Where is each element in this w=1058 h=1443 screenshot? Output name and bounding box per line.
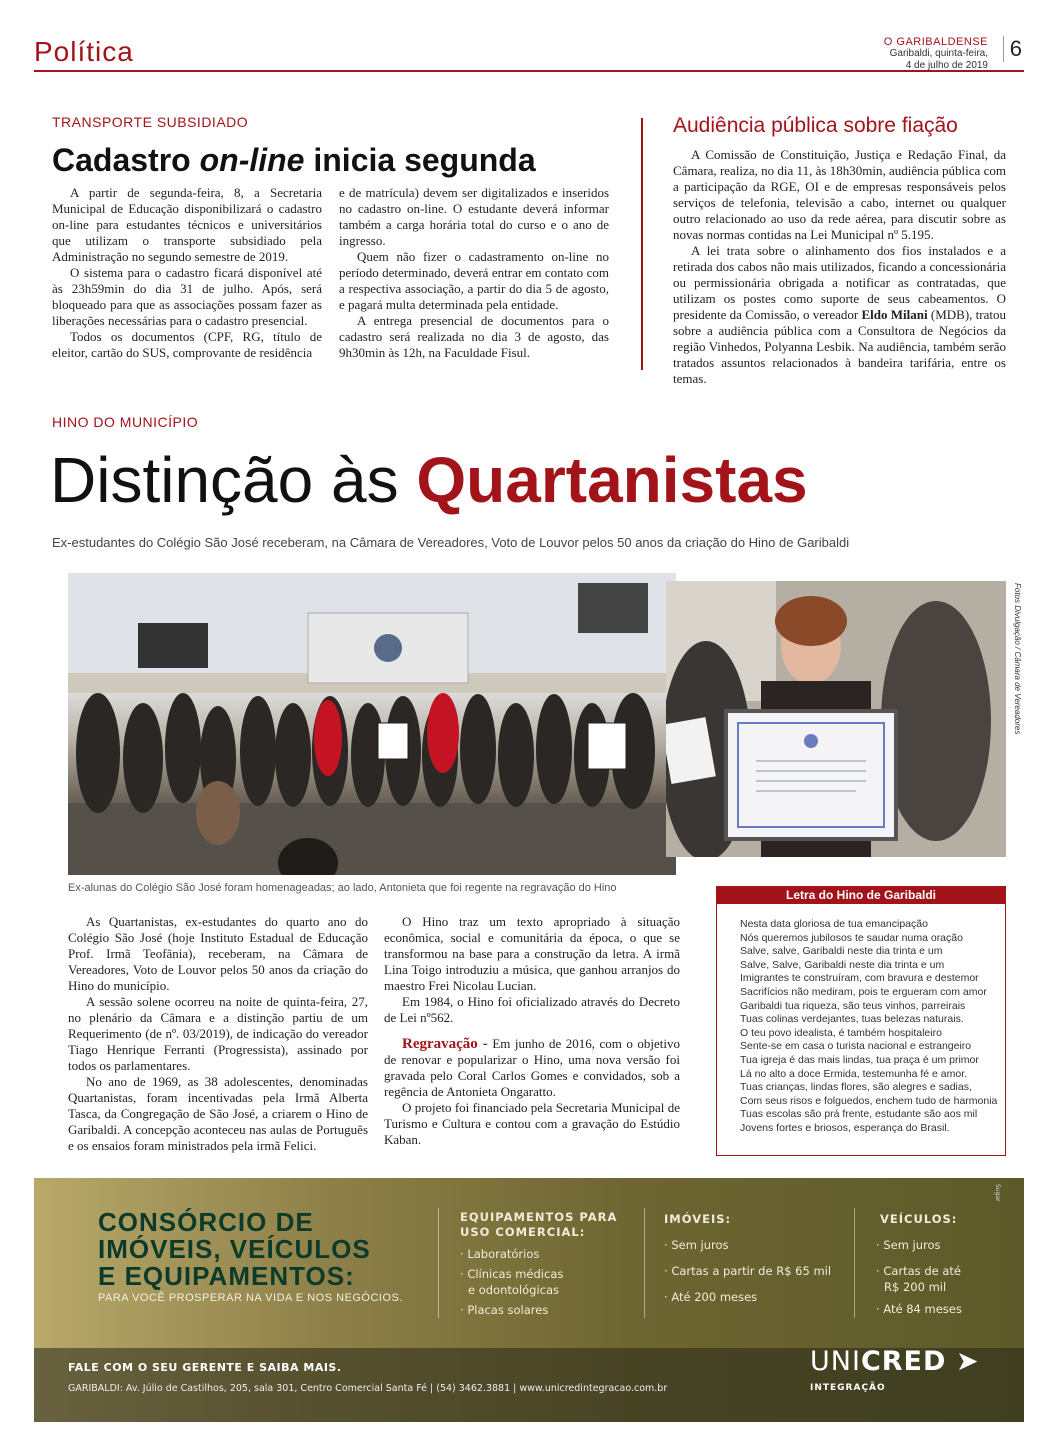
- ad-item-cont: R$ 200 mil: [884, 1280, 947, 1294]
- ad-agency-tag: Sugar: [994, 1184, 1001, 1202]
- headline-italic: on-line: [199, 142, 305, 178]
- ad-property-column: [664, 1212, 831, 1305]
- hymn-line: Tuas colinas verdejantes, tuas belezas naturais.: [740, 1013, 964, 1026]
- article2-body: [673, 147, 1006, 387]
- hymn-line: Tuas escolas são prá frente, estudante são aos mil: [740, 1108, 978, 1121]
- paragraph: No ano de 1969, as 38 adolescentes, denominadas Quartanistas, foram incentivadas pela Irmã Alberta Tasca, da Congregação de São José, a criarem o Hino de Garibaldi. A concepção aconteceu nas aulas de Português e os ensaios foram ministrados pela irmã Felici.: [68, 1074, 368, 1153]
- article1-headline: [52, 142, 536, 179]
- logo-subtitle: INTEGRAÇÃO: [810, 1383, 886, 1393]
- ad-contact-line: FALE COM O SEU GERENTE E SAIBA MAIS.: [68, 1361, 342, 1374]
- ad-headline: [98, 1209, 371, 1290]
- hymn-line: Salve, salve, Garibaldi neste dia trinta e um: [740, 945, 943, 958]
- hymn-line: Com seus risos e folguedos, enchem tudo de harmonia: [740, 1094, 998, 1107]
- section-title: Política: [34, 36, 134, 67]
- ad-divider: [438, 1208, 439, 1318]
- ad-divider: [854, 1208, 855, 1318]
- photo-caption: Ex-alunas do Colégio São José foram homenageadas; ao lado, Antonieta que foi regente na regravação do Hino: [68, 882, 617, 894]
- ad-headline-line: E EQUIPAMENTOS:: [98, 1261, 355, 1291]
- group-photo-illustration: [68, 573, 676, 875]
- date-line-2: 4 de julho de 2019: [905, 60, 988, 71]
- masthead: [884, 36, 988, 72]
- ad-address[interactable]: GARIBALDI: Av. Júlio de Castilhos, 205, sala 301, Centro Comercial Santa Fé | (54) 3462.3881 | www.unicredintegracao.com.br: [68, 1383, 668, 1394]
- unicred-ad[interactable]: [34, 1178, 1024, 1422]
- unicred-logo: [810, 1346, 980, 1377]
- ad-column-heading: IMÓVEIS:: [664, 1212, 732, 1226]
- title-highlight: Quartanistas: [416, 444, 808, 516]
- article1-col1: [52, 185, 322, 361]
- hymn-lyrics: [740, 918, 1006, 1136]
- ad-item: · Sem juros: [876, 1237, 962, 1253]
- paragraph: O Hino traz um texto apropriado à situação econômica, social e comunitária da época, o que se transformou na base para a construção da letra. A irmã Lina Toigo introduziu a música, que ganhou arranjos do maestro Frei Nicolau Lucian.: [384, 914, 680, 993]
- paragraph: [673, 243, 1006, 387]
- paragraph: A Comissão de Constituição, Justiça e Redação Final, da Câmara, realiza, no dia 11, às 18h30min, audiência pública com a participação da RGE, OI e de empresas responsáveis pelos serviços de telefonia, televisão a cabo, internet ou qualquer outro relacionado ao uso da rede aérea, para discutir sobre as novas normas contidas na Lei Municipal nº 5.195.: [673, 147, 1006, 242]
- article3-kicker: HINO DO MUNICÍPIO: [52, 414, 199, 430]
- hymn-line: Sente-se em casa o turista nacional e estrangeiro: [740, 1040, 972, 1053]
- paragraph: As Quartanistas, ex-estudantes do quarto ano do Colégio São José (hoje Instituto Estadual de Educação Prof. Irmã Teofânia), receberam, na Câmara de Vereadores, Voto de Louvor pelos 50 anos da criação do Hino do município.: [68, 914, 368, 993]
- article1-col2: [339, 185, 609, 361]
- ad-subheadline: PARA VOCÊ PROSPERAR NA VIDA E NOS NEGÓCIOS.: [98, 1292, 403, 1304]
- ad-item: · Até 84 meses: [876, 1301, 962, 1317]
- hymn-line: Salve, Salve, Garibaldi neste dia trinta e um: [740, 958, 945, 971]
- photo-credit: Fotos Divulgação / Câmara de Vereadores: [1013, 583, 1022, 735]
- group-photo: [68, 573, 676, 875]
- text: (MDB), tratou sobre a audiência pública com a Consultora de Negócios da região Vinhedos, Polyanna Lesbik. Na audiência, também serão tratados assuntos relacionados à bandeira tarifária, entre os temas.: [673, 307, 1006, 386]
- ad-column-heading: VEÍCULOS:: [880, 1212, 958, 1226]
- ad-item: · Até 200 meses: [664, 1289, 831, 1305]
- regent-photo-illustration: [666, 581, 1006, 857]
- ad-headline-line: IMÓVEIS, VEÍCULOS: [98, 1234, 371, 1264]
- paragraph: Em 1984, o Hino foi oficializado através do Decreto de Lei nº562.: [384, 994, 680, 1025]
- hymn-line: Garibaldi tua riqueza, são teus vinhos, parreirais: [740, 999, 966, 1012]
- ad-item: · Cartas de até: [876, 1263, 962, 1279]
- title-part: Distinção às: [50, 444, 417, 516]
- paragraph-cont: e de matrícula) devem ser digitalizados e inseridos no cadastro on-line. O estudante deverá informar também a carga horária total do curso e o ano de ingresso.: [339, 185, 609, 248]
- ad-headline-line: CONSÓRCIO DE: [98, 1207, 314, 1237]
- column-rule: [641, 118, 643, 370]
- hymn-title: Letra do Hino de Garibaldi: [716, 886, 1006, 904]
- logo-mark-icon: ➤: [956, 1346, 980, 1377]
- date-line-1: Garibaldi, quinta-feira,: [889, 48, 988, 59]
- paragraph: A partir de segunda-feira, 8, a Secretaria Municipal de Educação disponibilizará o cadastro on-line para estudantes técnicos e universitários que utilizam o transporte subsidiado pela Administração no segundo semestre de 2019.: [52, 185, 322, 264]
- ad-divider: [644, 1208, 645, 1318]
- article3-title: [50, 440, 808, 520]
- hymn-line: Nós queremos jubilosos te saudar numa oração: [740, 931, 963, 944]
- logo-text: UNI: [810, 1346, 861, 1377]
- regent-photo: [666, 581, 1006, 857]
- ad-item: · Cartas a partir de R$ 65 mil: [664, 1263, 831, 1279]
- ad-item: · Clínicas médicas: [460, 1266, 617, 1282]
- paragraph: O projeto foi financiado pela Secretaria Municipal de Turismo e Cultura e contou com a gravação do Estúdio Kaban.: [384, 1100, 680, 1147]
- ad-item: · Sem juros: [664, 1237, 831, 1253]
- logo-text-bold: CRED: [860, 1346, 947, 1377]
- hymn-line: Tuas crianças, lindas flores, são alegres e sadias,: [740, 1081, 972, 1094]
- hymn-line: Lá no alto a doce Ermida, testemunha fé e amor.: [740, 1067, 968, 1080]
- hymn-line: Sacrifícios não mediram, pois te ergueram com amor: [740, 985, 987, 998]
- page-number: 6: [1003, 36, 1022, 62]
- hymn-line: Tua igreja é das mais lindas, tua praça é um primor: [740, 1053, 979, 1066]
- hymn-line: Imigrantes te construíram, com bravura e destemor: [740, 972, 979, 985]
- paragraph: A entrega presencial de documentos para o cadastro será realizada no dia 3 de agosto, das 9h30min às 12h, na Faculdade Fisul.: [339, 313, 609, 360]
- ad-item-cont: e odontológicas: [468, 1283, 560, 1297]
- ad-column-heading: EQUIPAMENTOS PARA: [460, 1210, 618, 1224]
- paper-name: O GARIBALDENSE: [883, 36, 988, 48]
- headline-part: Cadastro: [52, 142, 200, 178]
- headline-part: inicia segunda: [304, 142, 536, 178]
- article1-kicker: TRANSPORTE SUBSIDIADO: [52, 114, 249, 130]
- hymn-line: O teu povo idealista, é também hospitaleiro: [740, 1026, 942, 1039]
- paragraph: O sistema para o cadastro ficará disponível até às 23h59min do dia 31 de julho. Após, será bloqueado para que as associações possam fazer as liberações necessárias para o cadastro presencial.: [52, 265, 322, 328]
- article3-col1: [68, 914, 368, 1154]
- article3-col2: [384, 914, 680, 1148]
- hymn-line: Jovens fortes e briosos, esperança do Brasil.: [740, 1121, 950, 1134]
- regravacao-label: Regravação -: [402, 1036, 488, 1052]
- hymn-line: Nesta data gloriosa de tua emancipação: [740, 918, 928, 930]
- ad-vehicle-column: [876, 1212, 962, 1317]
- paragraph: Quem não fizer o cadastramento on-line no período determinado, deverá entrar em contato com a respectiva associação, a partir do dia 5 de agosto, e pagará multa determinada pela entidade.: [339, 249, 609, 312]
- article2-headline: Audiência pública sobre fiação: [673, 114, 958, 137]
- ad-column-heading: USO COMERCIAL:: [460, 1225, 586, 1239]
- paragraph: A sessão solene ocorreu na noite de quinta-feira, 27, no plenário da Câmara e a distinção partiu de um Requerimento (de nº. 03/2019), de indicação do vereador Tiago Henrique Ferranti (Progressista), assinado por todos os parlamentares.: [68, 994, 368, 1073]
- bold-name: Eldo Milani: [861, 307, 928, 322]
- text: A lei trata sobre o alinhamento dos fios instalados e a retirada dos cabos não mais utilizados, ficando a concessionária ou permissionária obrigada a notificar as contratadas, que utilizam os postes como suporte de seus cabeamentos. O presidente da Comissão, o vereador: [673, 243, 1006, 322]
- paragraph: Todos os documentos (CPF, RG, título de eleitor, cartão do SUS, comprovante de residência: [52, 329, 322, 360]
- ad-item: · Placas solares: [460, 1302, 617, 1318]
- paragraph: [384, 1036, 680, 1100]
- text: Em junho de 2016, com o objetivo de renovar e popularizar o Hino, uma nova versão foi gravada pelo Coral Carlos Gomes e convidados, sob a regência de Antonieta Ongaratto.: [384, 1036, 680, 1099]
- article3-subtitle: Ex-estudantes do Colégio São José receberam, na Câmara de Vereadores, Voto de Louvor pelos 50 anos da criação do Hino de Garibaldi: [52, 535, 850, 550]
- ad-equipment-column: [460, 1210, 617, 1318]
- section-rule: [34, 70, 1024, 72]
- ad-item: · Laboratórios: [460, 1246, 617, 1262]
